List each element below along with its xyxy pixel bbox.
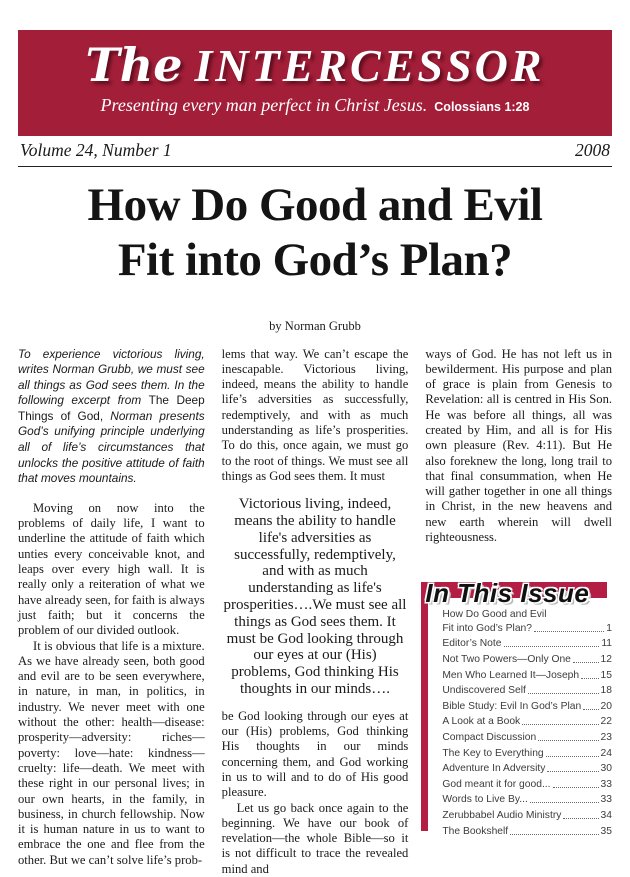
in-this-issue-box (425, 565, 613, 837)
page-number: 1 (606, 622, 613, 634)
article-body (18, 346, 613, 876)
paragraph: ways of God. He has not left us in bewilderment. His purpose and plan of grace is plain from Genesis to Revelation: all is centred in His Son. He was before all things, all was created by Him, and all is for His own pleasure (Rev. 4:11). But He also foreknew the long, long trail to that final consummation, when He will gather together in one all things in Christ, in the new heavens and new earth wherein will dwell righteousness. (425, 346, 613, 545)
page-number: 30 (600, 763, 613, 775)
toc-item: Compact Discussion 23 (442, 732, 613, 744)
dot-leader (522, 724, 598, 725)
page-number: 22 (600, 716, 613, 728)
page-number: 11 (601, 638, 613, 650)
page-number: 15 (600, 669, 613, 681)
dot-leader (538, 740, 598, 741)
page-number: 33 (600, 778, 613, 790)
toc-item: Not Two Powers—Only One 12 (442, 654, 613, 666)
toc-item: Undiscovered Self 18 (442, 685, 613, 697)
toc-item: Zerubbabel Audio Ministry 34 (442, 810, 613, 821)
dot-leader (528, 693, 599, 694)
dot-leader (530, 802, 599, 803)
in-this-issue-header (425, 565, 612, 609)
toc-item: The Bookshelf 35 (442, 825, 613, 837)
toc-item: Words to Live By... 33 (442, 794, 613, 806)
tagline-text: Presenting every man perfect in Christ Jesus. (100, 95, 428, 115)
tagline-scripture-ref: Colossians 1:28 (434, 100, 530, 114)
article-intro: To experience victorious living, writes Norman Grubb, we must see all things as God sees them. In the following excerpt from The Deep Things of God, Norman presents God’s unifying principle underlying all of life’s circumstances that unlocks the positive attitude of faith that moves mountains. (18, 346, 205, 486)
toc-item: God meant it for good... 33 (442, 778, 613, 790)
newsletter-title-the: The (85, 38, 183, 92)
column-2 (221, 346, 409, 876)
dot-leader (510, 834, 598, 835)
toc-item: The Key to Everything 24 (442, 747, 613, 759)
pull-quote: Victorious living, indeed, means the ability to handle life's adversities as successfully, redemptively, and with as much understanding as life's prosperities….We must see all things as God sees them. It must be God looking through our eyes at our (His) problems, God thinking His thoughts in our minds…. (223, 496, 407, 697)
dot-leader (547, 771, 598, 772)
page-number: 34 (600, 810, 613, 821)
column-1 (18, 346, 205, 867)
paragraph: Let us go back once again to the beginning. We have our book of revelation—the whole Bible—so it is not difficult to trace the revealed mind and (221, 800, 409, 876)
dot-leader (504, 646, 600, 647)
page-number: 24 (600, 747, 613, 759)
dot-leader (581, 678, 598, 679)
dot-leader (583, 709, 598, 710)
dot-leader (563, 818, 598, 819)
toc-item: Editor’s Note 11 (442, 638, 613, 650)
dot-leader (534, 631, 604, 632)
toc-item: Bible Study: Evil In God’s Plan 20 (442, 700, 613, 712)
paragraph: lems that way. We can’t escape the inescapable. Victorious living, indeed, means the ability to handle life’s adversities as successfully, redemptively, and with as much understanding as life’s prosperities. To do this, once again, we must go to the root of things. We must see all things as God sees them. It must (221, 346, 409, 483)
page-number: 12 (600, 654, 613, 666)
dot-leader (546, 756, 599, 757)
column-3 (425, 346, 613, 837)
in-this-issue-list (421, 598, 613, 837)
issue-year: 2008 (575, 140, 610, 160)
page-number: 35 (600, 825, 613, 837)
article-byline: by Norman Grubb (269, 318, 361, 333)
page-number: 20 (600, 700, 613, 712)
issue-info-row (18, 136, 612, 167)
masthead (18, 30, 612, 136)
toc-item: A Look at a Book 22 (442, 716, 613, 728)
in-this-issue-title: In This Issue (425, 578, 590, 609)
newsletter-page (0, 30, 630, 876)
dot-leader (573, 662, 599, 663)
paragraph: Moving on now into the problems of daily life, I want to underline the attitude of faith which unties every conceivable knot, and leaps over every high wall. It is really only a reiteration of what we have already seen, for faith is always just faith; but it concerns the problem of our divided outlook. (18, 500, 205, 638)
page-number: 18 (600, 685, 613, 697)
dot-leader (553, 787, 599, 788)
volume-number: Volume 24, Number 1 (20, 140, 172, 160)
newsletter-title-main: INTERCESSOR (194, 40, 545, 91)
newsletter-title (18, 30, 612, 92)
page-number: 23 (600, 732, 613, 744)
toc-item: How Do Good and Evil Fit into God’s Plan? 1 (442, 609, 613, 634)
paragraph: be God looking through our eyes at our (His) problems, God thinking His thoughts in our minds concerning them, and God working in us to will and to do of His good pleasure. (221, 708, 409, 800)
article-headline: How Do Good and Evil Fit into God’s Plan? (87, 179, 543, 286)
paragraph: It is obvious that life is a mixture. As we have already seen, both good and evil are to be seen everywhere, in nature, in man, in politics, in industry. We never meet with one without the other: health—disease: prosperity—adversity: riches—poverty: love—hate: kindness—cruelty: life—death. We meet with these right in our personal lives; in our own hearts, in the family, in business, in church fellowship. Now it is human nature in us to want to embrace the one and flee from the other. But we can’t solve life’s prob- (18, 638, 205, 867)
book-title: The Deep Things of God, (18, 393, 205, 423)
toc-item: Adventure In Adversity 30 (442, 763, 613, 775)
tagline (18, 95, 612, 116)
toc-item: Men Who Learned It—Joseph 15 (442, 669, 613, 681)
page-number: 33 (600, 794, 613, 806)
